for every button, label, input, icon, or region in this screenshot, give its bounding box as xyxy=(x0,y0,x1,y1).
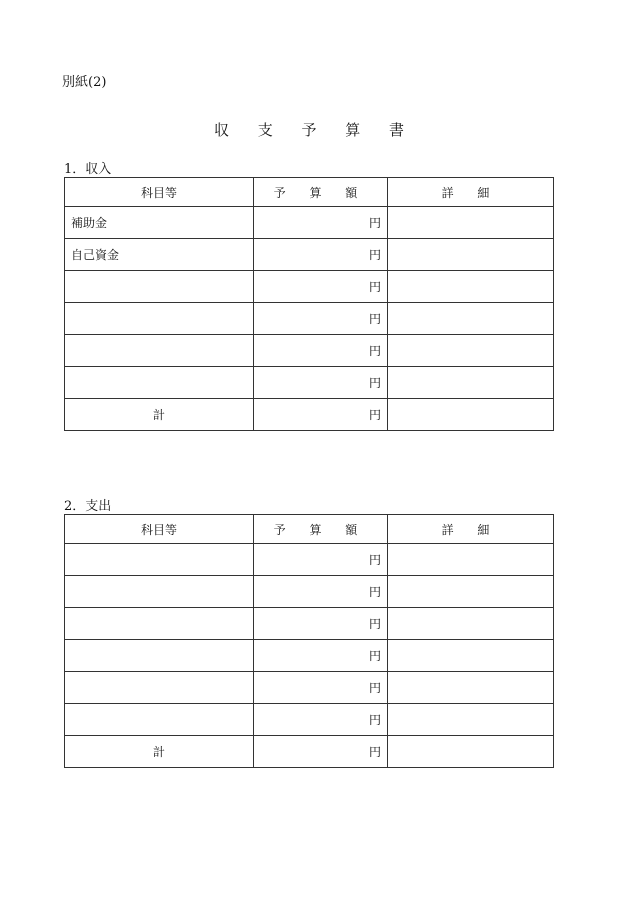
detail-cell[interactable] xyxy=(388,207,554,239)
document-title: 収 支 予 算 書 xyxy=(213,121,417,139)
table-row xyxy=(65,207,554,239)
income-header-row xyxy=(65,178,554,207)
detail-cell[interactable] xyxy=(388,576,554,608)
detail-cell[interactable] xyxy=(388,303,554,335)
detail-cell[interactable] xyxy=(388,544,554,576)
total-amount-cell[interactable]: 円 xyxy=(254,399,388,431)
header-detail: 詳 細 xyxy=(388,515,554,544)
item-cell[interactable] xyxy=(65,640,254,672)
table-row xyxy=(65,704,554,736)
item-cell[interactable] xyxy=(65,367,254,399)
table-row xyxy=(65,672,554,704)
table-row xyxy=(65,239,554,271)
amount-cell[interactable]: 円 xyxy=(254,608,388,640)
total-label: 計 xyxy=(65,736,254,768)
detail-cell[interactable] xyxy=(388,608,554,640)
item-cell[interactable] xyxy=(65,335,254,367)
item-cell[interactable] xyxy=(65,576,254,608)
table-row xyxy=(65,544,554,576)
item-cell[interactable]: 自己資金 xyxy=(65,239,254,271)
detail-cell[interactable] xyxy=(388,367,554,399)
total-detail-cell[interactable] xyxy=(388,399,554,431)
amount-cell[interactable]: 円 xyxy=(254,335,388,367)
table-row xyxy=(65,640,554,672)
header-amount: 予 算 額 xyxy=(254,178,388,207)
detail-cell[interactable] xyxy=(388,640,554,672)
total-row xyxy=(65,399,554,431)
attachment-label: 別紙(2) xyxy=(62,75,107,90)
table-row xyxy=(65,271,554,303)
total-amount-cell[interactable]: 円 xyxy=(254,736,388,768)
amount-cell[interactable]: 円 xyxy=(254,640,388,672)
expense-header-row xyxy=(65,515,554,544)
amount-cell[interactable]: 円 xyxy=(254,576,388,608)
total-detail-cell[interactable] xyxy=(388,736,554,768)
item-cell[interactable] xyxy=(65,271,254,303)
expense-heading: 2．支出 xyxy=(64,499,112,514)
income-heading: 1．収入 xyxy=(64,162,112,177)
total-label: 計 xyxy=(65,399,254,431)
item-cell[interactable] xyxy=(65,608,254,640)
amount-cell[interactable]: 円 xyxy=(254,271,388,303)
item-cell[interactable] xyxy=(65,672,254,704)
item-cell[interactable] xyxy=(65,704,254,736)
table-row xyxy=(65,608,554,640)
table-row xyxy=(65,303,554,335)
header-detail: 詳 細 xyxy=(388,178,554,207)
table-row xyxy=(65,367,554,399)
detail-cell[interactable] xyxy=(388,335,554,367)
header-amount: 予 算 額 xyxy=(254,515,388,544)
header-item: 科目等 xyxy=(65,515,254,544)
detail-cell[interactable] xyxy=(388,672,554,704)
table-row xyxy=(65,335,554,367)
table-row xyxy=(65,576,554,608)
item-cell[interactable] xyxy=(65,303,254,335)
amount-cell[interactable]: 円 xyxy=(254,303,388,335)
amount-cell[interactable]: 円 xyxy=(254,367,388,399)
amount-cell[interactable]: 円 xyxy=(254,207,388,239)
expense-table xyxy=(64,514,554,768)
detail-cell[interactable] xyxy=(388,271,554,303)
header-item: 科目等 xyxy=(65,178,254,207)
amount-cell[interactable]: 円 xyxy=(254,239,388,271)
income-table xyxy=(64,177,554,431)
total-row xyxy=(65,736,554,768)
item-cell[interactable]: 補助金 xyxy=(65,207,254,239)
detail-cell[interactable] xyxy=(388,704,554,736)
amount-cell[interactable]: 円 xyxy=(254,672,388,704)
detail-cell[interactable] xyxy=(388,239,554,271)
item-cell[interactable] xyxy=(65,544,254,576)
amount-cell[interactable]: 円 xyxy=(254,544,388,576)
amount-cell[interactable]: 円 xyxy=(254,704,388,736)
